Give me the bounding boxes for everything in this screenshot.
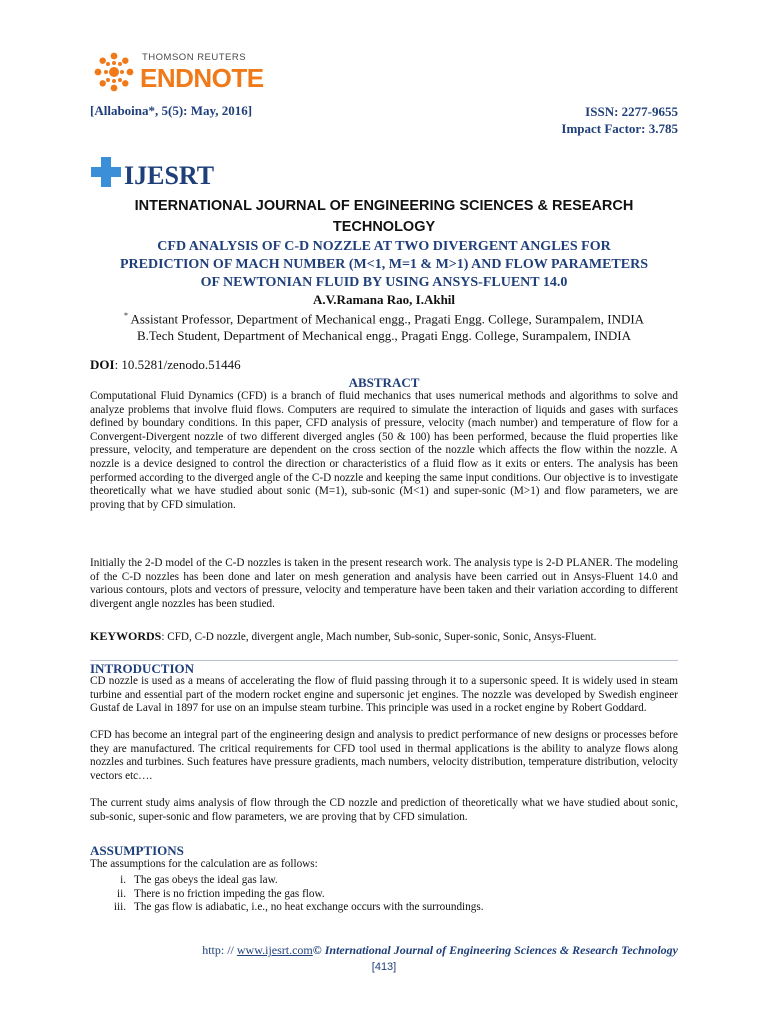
introduction-heading: INTRODUCTION [90,661,195,676]
keywords [90,629,596,644]
affiliation-line: B.Tech Student, Department of Mechanical engg., Pragati Engg. College, Surampalem, INDIA [136,328,632,344]
list-item [90,888,678,902]
paper-title-line: PREDICTION OF MACH NUMBER (M<1, M=1 & M>1) AND FLOW PARAMETERS [119,257,649,272]
doi-value: : 10.5281/zenodo.51446 [114,357,241,372]
impact-factor: Impact Factor: 3.785 [561,121,678,136]
footer-prefix: http: // [202,943,237,957]
paper-title-line: OF NEWTONIAN FLUID BY USING ANSYS-FLUENT 14.0 [200,275,568,290]
list-number: iii. [113,901,126,914]
list-item [90,874,678,888]
intro-paragraph: The current study aims analysis of flow through the CD nozzle and prediction of theoretically what we have studied about sonic, sub-sonic, super-sonic and flow parameters, we are proving that by CFD simulation. [90,797,678,823]
list-item [90,901,678,915]
affiliation-marker: * [123,311,128,320]
journal-meta [561,103,678,137]
abstract-paragraph: Initially the 2-D model of the C-D nozzles is taken in the present research work. The analysis type is 2-D PLANER. The modeling of the C-D nozzles has been done and later on mesh generation and analysis have been carried out in Ansys-Fluent 14.0 and various contours, plots and vectors of pressure, velocity and temperature have been taken and their variation according to different divergent angle nozzles has been studied. [90,557,678,610]
list-text: The gas obeys the ideal gas law. [134,874,278,886]
affiliation-text: Assistant Professor, Department of Mechanical engg., Pragati Engg. College, Surampalem, INDIA [130,311,645,327]
keywords-label: KEYWORDS [90,629,162,643]
list-number: i. [120,874,126,886]
logo-top-text: THOMSON REUTERS [142,52,247,63]
page-number: [413] [371,961,397,973]
authors: A.V.Ramana Rao, I.Akhil [312,292,456,307]
footer-journal: © International Journal of Engineering Sciences & Research Technology [312,943,678,957]
issn: ISSN: 2277-9655 [585,104,678,119]
endnote-logo [90,44,264,100]
doi-label: DOI [90,357,115,372]
plus-cross-icon [90,156,122,188]
intro-paragraph: CFD has become an integral part of the engineering design and analysis to predict performance of new designs or processes before they are manufactured. The critical requirements for CFD tool used in thermal applications is the ability to analyze flows along nozzles and turbines. Such features have pressure gradients, mach numbers, velocity distribution, temperature distribution, velocity vectors etc…. [90,729,678,782]
list-text: The gas flow is adiabatic, i.e., no heat exchange occurs with the surroundings. [134,901,484,914]
sunburst-icon [90,48,138,96]
assumptions-heading: ASSUMPTIONS [90,843,184,858]
affiliations [90,307,678,344]
paper-title-line: CFD ANALYSIS OF C-D NOZZLE AT TWO DIVERGENT ANGLES FOR [157,239,611,254]
list-text: There is no friction impeding the gas flow. [134,887,325,900]
journal-title: INTERNATIONAL JOURNAL OF ENGINEERING SCIENCES & RESEARCH TECHNOLOGY [134,198,634,235]
logo-main-text: ENDNOTE [140,63,264,93]
keywords-text: : CFD, C-D nozzle, divergent angle, Mach number, Sub-sonic, Super-sonic, Sonic, Ansys-Fluent. [161,631,597,643]
assumptions-intro: The assumptions for the calculation are as follows: [90,858,318,870]
abstract-paragraph: Computational Fluid Dynamics (CFD) is a branch of fluid mechanics that uses numerical methods and algorithms to solve and analyze problems that involve fluid flows. Computers are required to simulate the interaction of liquids and gases with surfaces defined by boundary conditions. In this paper, CFD analysis of pressure, velocity (mach number) and temperature of flow for a Convergent-Divergent nozzle of two different diverged angles (50 & 100) has been performed, because the fluid properties like pressure, velocity, and temperature are dependent on the cross section of the nozzle which affects the flow within the nozzle. A nozzle is a device designed to control the direction or characteristics of a fluid flow as it exits or enters. The analysis has been performed according to the diverged angle of the C-D nozzle and keeping the same input conditions. Our objective is to investigate theoretically what we have studied about sonic (M=1), sub-sonic (M<1) and super-sonic (M>1) and flow parameters, we are proving that by CFD simulation. [90,390,678,511]
journal-link[interactable]: www.ijesrt.com [236,943,313,957]
affiliation-line [90,307,678,327]
citation: [Allaboina*, 5(5): May, 2016] [90,103,253,118]
list-number: ii. [116,887,126,900]
footer [90,943,678,958]
abstract-heading: ABSTRACT [348,375,420,390]
paper-title [90,238,678,292]
doi [90,357,241,373]
assumptions-list [90,874,678,915]
ijesrt-text: IJESRT [124,161,215,190]
intro-paragraph: CD nozzle is used as a means of accelerating the flow of fluid passing through it to a supersonic speed. It is widely used in steam turbine and essential part of the modern rocket engine and supersonic jet engines. The nozzle was developed by Swedish engineer Gustaf de Laval in 1897 for use on an impulse steam turbine. This principle was used in a rocket engine by Robert Goddard. [90,675,678,715]
